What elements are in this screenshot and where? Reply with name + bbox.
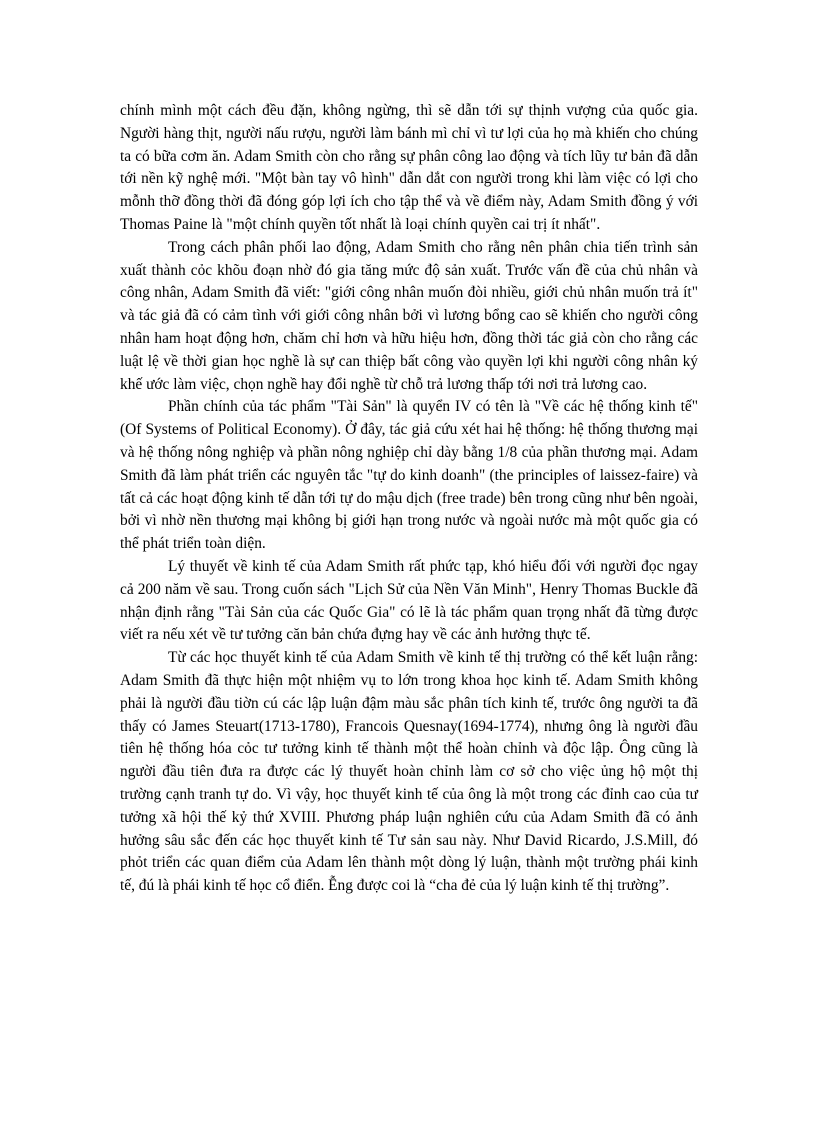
paragraph-complexity: Lý thuyết về kinh tế của Adam Smith rất phức tạp, khó hiểu đối với người đọc ngay cả 200 năm về sau. Trong cuốn sách "Lịch Sử của Nền Văn Minh", Henry Thomas Buckle đã nhận định rằng "Tài Sản của các Quốc Gia" có lẽ là tác phẩm quan trọng nhất đã từng được viết ra nếu xét về tư tưởng căn bản chứa đựng hay về các ảnh hưởng thực tế. [120, 557, 698, 644]
document-page [120, 100, 698, 898]
paragraph-continuation: chính mình một cách đều đặn, không ngừng, thì sẽ dẫn tới sự thịnh vượng của quốc gia. Người hàng thịt, người nấu rượu, người làm bánh mì chỉ vì tư lợi của họ mà khiến cho chúng ta có bữa cơm ăn. Adam Smith còn cho rằng sự phân công lao động và tích lũy tư bản đã dẫn tới nền kỹ nghệ mới. "Một bàn tay vô hình" dẫn dắt con người trong khi làm việc có lợi cho mỗnh thỡ đồng thời đã đóng góp lợi ích cho tập thể và về điểm này, Adam Smith đồng ý với Thomas Paine là "một chính quyền tốt nhất là loại chính quyền cai trị ít nhất". [120, 102, 698, 233]
paragraph-division-of-labor: Trong cách phân phối lao động, Adam Smith cho rằng nên phân chia tiến trình sản xuất thành cỏc khõu đoạn nhờ đó gia tăng mức độ sản xuất. Trước vấn đề của chủ nhân và công nhân, Adam Smith đã viết: "giới công nhân muốn đòi nhiều, giới chủ nhân muốn trả ít" và tác giả đã có cảm tình với giới công nhân bởi vì lương bổng cao sẽ khiến cho người công nhân ham hoạt động hơn, chăm chỉ hơn và hữu hiệu hơn, đồng thời tác giả còn cho rằng các luật lệ về thời gian học nghề là sự can thiệp bất công vào quyền lợi khi người công nhân ký khế ước làm việc, chọn nghề hay đổi nghề từ chỗ trả lương thấp tới nơi trả lương cao. [120, 238, 698, 393]
paragraph-conclusion: Từ các học thuyết kinh tế của Adam Smith về kinh tế thị trường có thể kết luận rằng: Adam Smith đã thực hiện một nhiệm vụ to lớn trong khoa học kinh tế. Adam Smith không phải là người đầu tiờn cú các lập luận đậm màu sắc phân tích kinh tế, trước ông người ta đã thấy có James Steuart(1713-1780), Francois Quesnay(1694-1774), nhưng ông là người đầu tiên hệ thống hóa cỏc tư tưởng kinh tế thành một thể hoàn chỉnh và độc lập. Ông cũng là người đầu tiên đưa ra được các lý thuyết hoàn chỉnh làm cơ sở cho việc ủng hộ một thị trường cạnh tranh tự do. Vì vậy, học thuyết kinh tế của ông là một trong các đỉnh cao của tư tưởng xã hội thế kỷ thứ XVIII. Phương pháp luận nghiên cứu của Adam Smith đã có ảnh hưởng sâu sắc đến các học thuyết kinh tế Tư sản sau này. Như David Ricardo, J.S.Mill, đó phỏt triển các quan điểm của Adam lên thành một dòng lý luận, thành một trường phái kinh tế, đú là phái kinh tế học cổ điển. Ễng được coi là “cha đẻ của lý luận kinh tế thị trường”. [120, 649, 698, 895]
paragraph-book-four: Phần chính của tác phẩm "Tài Sản" là quyển IV có tên là "Về các hệ thống kinh tế" (Of Systems of Political Economy). Ở đây, tác giả cứu xét hai hệ thống: hệ thống thương mại và hệ thống nông nghiệp và phần nông nghiệp chỉ dày bằng 1/8 của phần thương mại. Adam Smith đã làm phát triển các nguyên tắc "tự do kinh doanh" (the principles of laissez-faire) và tất cả các hoạt động kinh tế dẫn tới tự do mậu dịch (free trade) bên trong cũng như bên ngoài, bởi vì nhờ nền thương mại không bị giới hạn trong nước và ngoài nước mà một quốc gia có thể phát triển toàn diện. [120, 398, 698, 553]
